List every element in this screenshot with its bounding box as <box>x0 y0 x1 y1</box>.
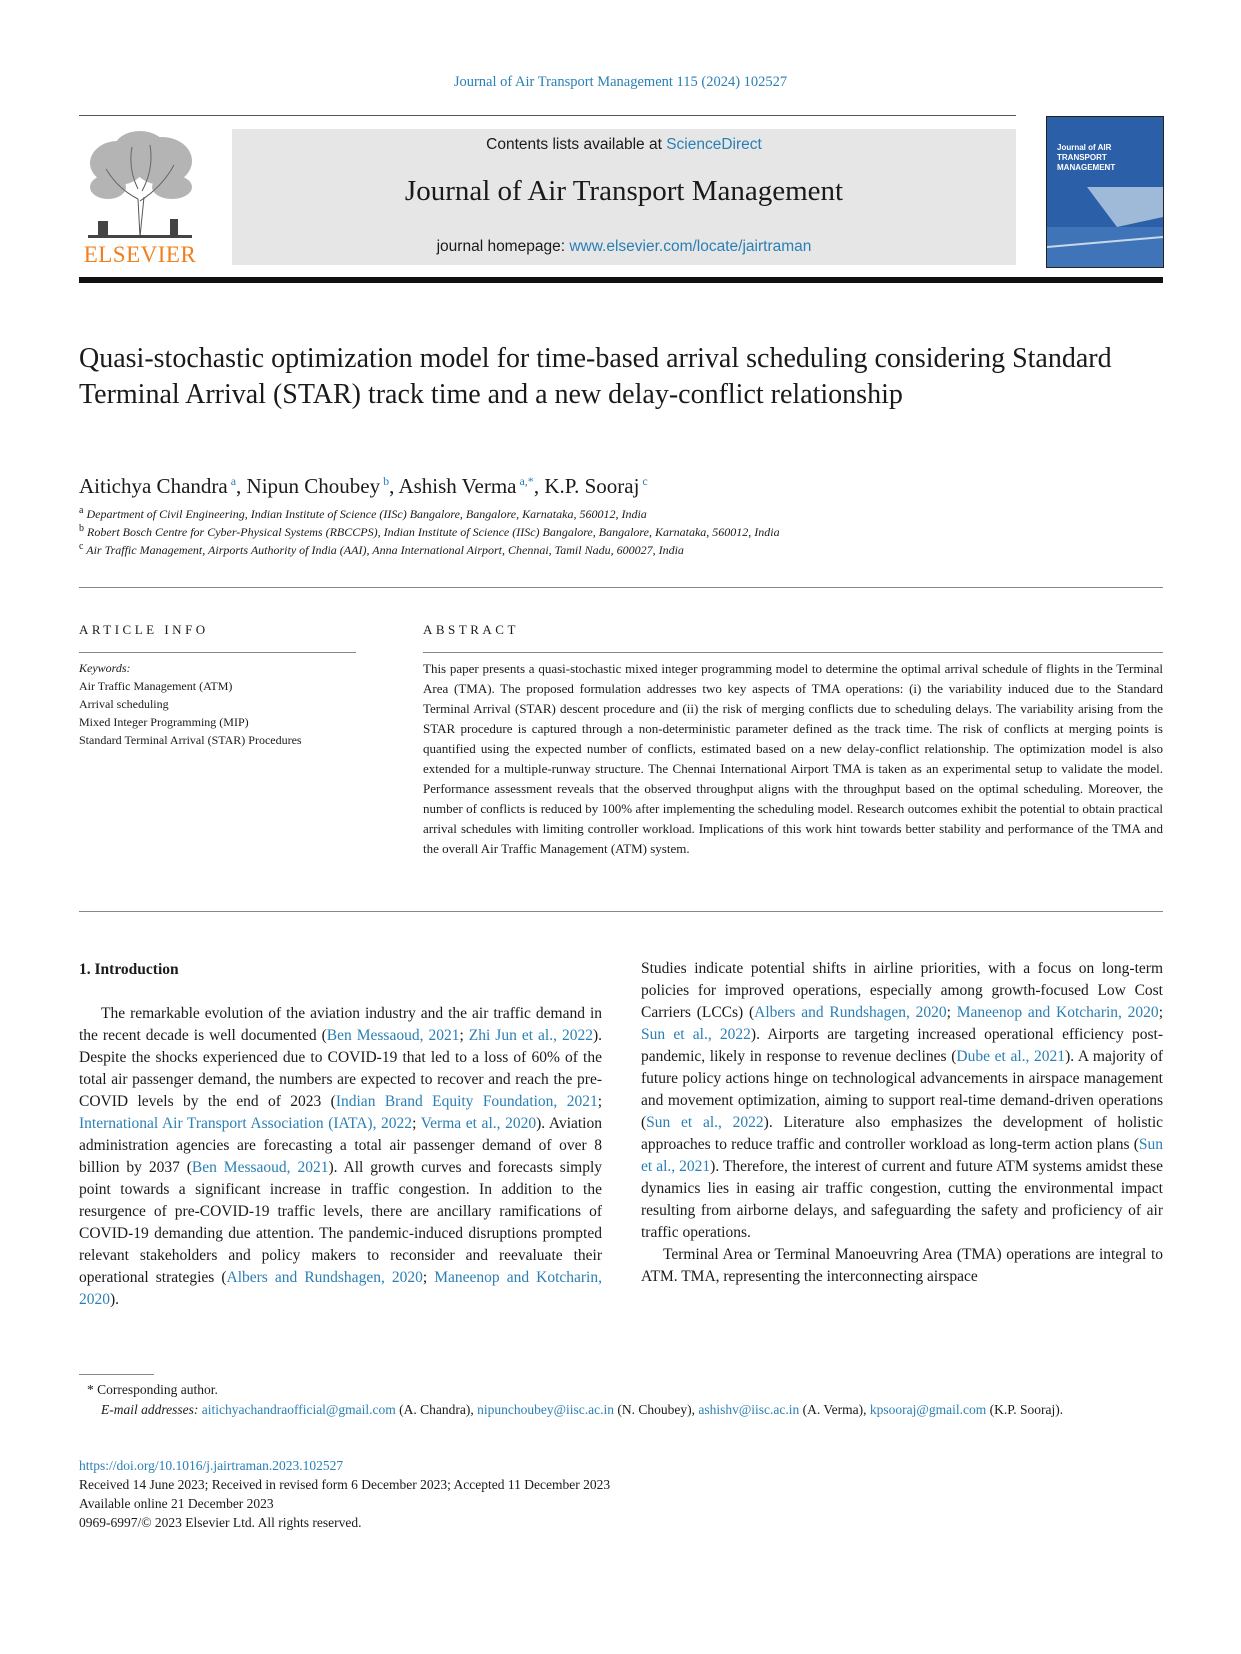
intro-paragraph-1 <box>79 1003 602 1311</box>
doi-link[interactable]: https://doi.org/10.1016/j.jairtraman.2023.102527 <box>79 1458 344 1473</box>
author-list <box>79 474 648 499</box>
author-name[interactable]: K.P. Sooraj <box>544 474 640 498</box>
affiliation-marker: b <box>79 523 84 534</box>
citation-link[interactable]: Albers and Rundshagen, 2020 <box>226 1269 423 1286</box>
affiliation-a <box>79 505 647 522</box>
affiliation-text: Air Traffic Management, Airports Authority of India (AAI), Anna International Airport, Chennai, Tamil Nadu, 600027, India <box>86 543 684 557</box>
affiliation-text: Robert Bosch Centre for Cyber-Physical Systems (RBCCPS), Indian Institute of Science (IISc) Bangalore, Bangalore, Karnataka, 560012, India <box>87 525 780 539</box>
keyword-item: Arrival scheduling <box>79 697 169 711</box>
journal-title: Journal of Air Transport Management <box>404 175 844 207</box>
email-label: E-mail addresses: <box>101 1402 199 1417</box>
copyright: 0969-6997/© 2023 Elsevier Ltd. All rights reserved. <box>79 1515 362 1530</box>
citation-link[interactable]: Sun et al., 2022 <box>646 1114 764 1131</box>
keyword-item: Air Traffic Management (ATM) <box>79 679 233 693</box>
body-text: ). Despite the shocks experienced due to COVID-19 that led to a loss of 60% of the total air passenger demand, the numbers are expected to recover and reach the pre-COVID levels by the end of 2023 ( <box>79 1027 602 1110</box>
article-info-heading: ARTICLE INFO <box>79 622 209 637</box>
author-separator: , <box>533 474 545 498</box>
body-text: The remarkable evolution of the aviation industry and the air traffic demand in the recent decade is well documented ( <box>79 1005 602 1044</box>
email-link[interactable]: nipunchoubey@iisc.ac.in <box>477 1402 614 1417</box>
article-title: Quasi-stochastic optimization model for time-based arrival scheduling considering Standard Terminal Arrival (STAR) track time and a new delay-conflict relationship <box>79 343 1112 410</box>
author-separator: , <box>389 474 399 498</box>
email-owner: (A. Chandra), <box>395 1402 478 1417</box>
homepage-link[interactable]: www.elsevier.com/locate/jairtraman <box>569 238 812 255</box>
author-affiliation-marker[interactable]: a <box>227 474 237 488</box>
affiliation-c <box>79 541 684 558</box>
email-link[interactable]: kpsooraj@gmail.com <box>869 1402 987 1417</box>
cover-title: Journal of AIR TRANSPORT MANAGEMENT <box>1057 143 1116 172</box>
available-online: Available online 21 December 2023 <box>79 1496 274 1511</box>
email-link[interactable]: aitichyachandraofficial@gmail.com <box>201 1402 396 1417</box>
publication-info <box>79 1456 1163 1532</box>
email-owner: (K.P. Sooraj). <box>986 1402 1064 1417</box>
homepage-line <box>232 238 1016 256</box>
footnote-rule <box>79 1374 154 1375</box>
affiliation-marker: c <box>79 541 84 552</box>
journal-cover-image[interactable] <box>1046 116 1164 268</box>
affiliation-marker: a <box>79 505 84 516</box>
footnote <box>79 1380 1163 1420</box>
abstract-heading: ABSTRACT <box>423 622 519 637</box>
citation-link[interactable]: Albers and Rundshagen, 2020 <box>754 1004 947 1021</box>
author-name[interactable]: Ashish Verma <box>398 474 517 498</box>
author-name[interactable]: Aitichya Chandra <box>79 474 228 498</box>
contents-line <box>232 136 1016 154</box>
affiliation-text: Department of Civil Engineering, Indian Institute of Science (IISc) Bangalore, Bangalore, Karnataka, 560012, India <box>86 507 647 521</box>
body-text: ). A majority of future policy actions hinge on technological advancements in airspace management and movement optimization, aiming to support real-time demand-driven operations ( <box>641 1048 1163 1131</box>
citation-link[interactable]: Dube et al., 2021 <box>956 1048 1066 1065</box>
author-affiliation-marker[interactable]: b <box>380 474 390 488</box>
body-text: ). Airports are targeting increased operational efficiency post-pandemic, likely in response to revenue declines ( <box>641 1026 1163 1065</box>
body-text: ; <box>1158 1004 1163 1021</box>
affiliation-b <box>79 523 780 540</box>
citation-link[interactable]: Ben Messaoud, 2021 <box>191 1159 329 1176</box>
keywords-label: Keywords: <box>79 661 131 675</box>
abstract-text: This paper presents a quasi-stochastic mixed integer programming model to determine the optimal arrival schedule of flights in the Terminal Area (TMA). The proposed formulation addresses two key aspects of TMA operations: (i) the variability induced due to the Standard Terminal Arrival (STAR) descent procedure and (ii) the risk of merging conflicts due to scheduling delays. The variability arising from the STAR procedure is captured through a non-deterministic parameter defined as the track time. The risk of conflicts at merging points is quantified using the expected number of conflicts, estimated based on a new delay-conflict relationship. The optimization model is also extended for a multiple-runway structure. The Chennai International Airport TMA is taken as an experimental setup to validate the model. Performance assessment reveals that the observed throughput aligns with the throughput based on the optimal scheduling. Moreover, the number of conflicts is reduced by 100% after implementing the scheduling model. Research outcomes exhibit the potential to obtain practical arrival schedules with limiting controller workload. Implications of this work hint towards better stability and performance of the TMA and the overall Air Traffic Management (ATM) system. <box>423 661 1163 856</box>
body-text: ). Therefore, the interest of current and future ATM systems amidst these dynamics lies in easing air traffic congestion, cutting the environmental impact resulting from airborne delays, and safeguarding the safety and proficiency of air traffic operations. <box>641 1158 1164 1241</box>
body-text: Studies indicate potential shifts in airline priorities, with a focus on long-term policies for improved operations, especially among growth-focused Low Cost Carriers (LCCs) ( <box>641 960 1163 1021</box>
article-info-rule <box>79 652 356 653</box>
citation-link[interactable]: Ben Messaoud, 2021 <box>326 1027 460 1044</box>
section-heading-introduction: 1. Introduction <box>79 961 179 978</box>
email-owner: (A. Verma), <box>799 1402 870 1417</box>
abstract-rule <box>423 652 1163 653</box>
email-owner: (N. Choubey), <box>614 1402 699 1417</box>
body-text: ). <box>110 1291 120 1308</box>
abstract-end-rule <box>79 911 1163 912</box>
keywords-block <box>79 659 302 749</box>
keyword-item: Standard Terminal Arrival (STAR) Procedures <box>79 733 302 747</box>
journal-reference-link[interactable]: Journal of Air Transport Management 115 (2024) 102527 <box>453 74 788 90</box>
author-name[interactable]: Nipun Choubey <box>246 474 381 498</box>
citation-link[interactable]: Indian Brand Equity Foundation, 2021 <box>335 1093 598 1110</box>
intro-paragraph-3: Terminal Area or Terminal Manoeuvring Area (TMA) operations are integral to ATM. TMA, representing the interconnecting airspace <box>641 1246 1163 1285</box>
email-link[interactable]: ashishv@iisc.ac.in <box>698 1402 800 1417</box>
author-separator: , <box>236 474 247 498</box>
elsevier-wordmark: ELSEVIER <box>83 242 197 267</box>
cover-aircraft-graphic <box>1047 187 1163 267</box>
body-text: ). Aviation administration agencies are forecasting a total air passenger demand of over 8 billion by 2037 ( <box>79 1115 602 1176</box>
citation-link[interactable]: Maneenop and Kotcharin, 2020 <box>79 1269 602 1308</box>
body-text: ; <box>597 1093 603 1110</box>
masthead-bottom-rule <box>79 277 1163 283</box>
citation-link[interactable]: Sun et al., 2021 <box>641 1136 1163 1175</box>
intro-paragraph-2 <box>641 958 1163 1244</box>
homepage-prefix: journal homepage: <box>436 238 570 255</box>
citation-link[interactable]: Zhi Jun et al., 2022 <box>468 1027 593 1044</box>
body-text: ; <box>946 1004 957 1021</box>
citation-link[interactable]: International Air Transport Association (IATA), 2022 <box>79 1115 413 1132</box>
contents-prefix: Contents lists available at <box>486 136 667 153</box>
body-text: ; <box>459 1027 469 1044</box>
received-dates: Received 14 June 2023; Received in revised form 6 December 2023; Accepted 11 December 2023 <box>79 1477 611 1492</box>
body-text: ; <box>422 1269 435 1286</box>
keyword-item: Mixed Integer Programming (MIP) <box>79 715 249 729</box>
citation-link[interactable]: Maneenop and Kotcharin, 2020 <box>956 1004 1159 1021</box>
corresponding-author-note: * Corresponding author. <box>87 1382 218 1397</box>
citation-link[interactable]: Verma et al., 2020 <box>420 1115 537 1132</box>
email-addresses <box>79 1400 1163 1420</box>
author-affiliation-marker[interactable]: c <box>639 474 648 488</box>
author-affiliation-marker[interactable]: a,* <box>516 474 534 488</box>
intro-right-column <box>641 958 1163 1288</box>
citation-link[interactable]: Sun et al., 2022 <box>641 1026 751 1043</box>
sciencedirect-link[interactable]: ScienceDirect <box>666 136 762 153</box>
body-text: ). All growth curves and forecasts simply point towards a significant increase in traffic congestion. In addition to the resurgence of pre-COVID-19 traffic levels, there are ancillary ramifications of COVID-19 demanding due attention. The pandemic-induced disruptions prompted relevant stakeholders and policy makers to reconsider and reevaluate their operational strategies ( <box>79 1159 602 1286</box>
email-list <box>202 1402 1063 1417</box>
header-rule <box>79 115 1016 116</box>
journal-masthead <box>232 129 1016 265</box>
affiliation-rule <box>79 587 1163 588</box>
body-text: ). Literature also emphasizes the development of holistic approaches to reduce traffic and controller workload as long-term action plans ( <box>641 1114 1164 1153</box>
body-text: ; <box>412 1115 421 1132</box>
